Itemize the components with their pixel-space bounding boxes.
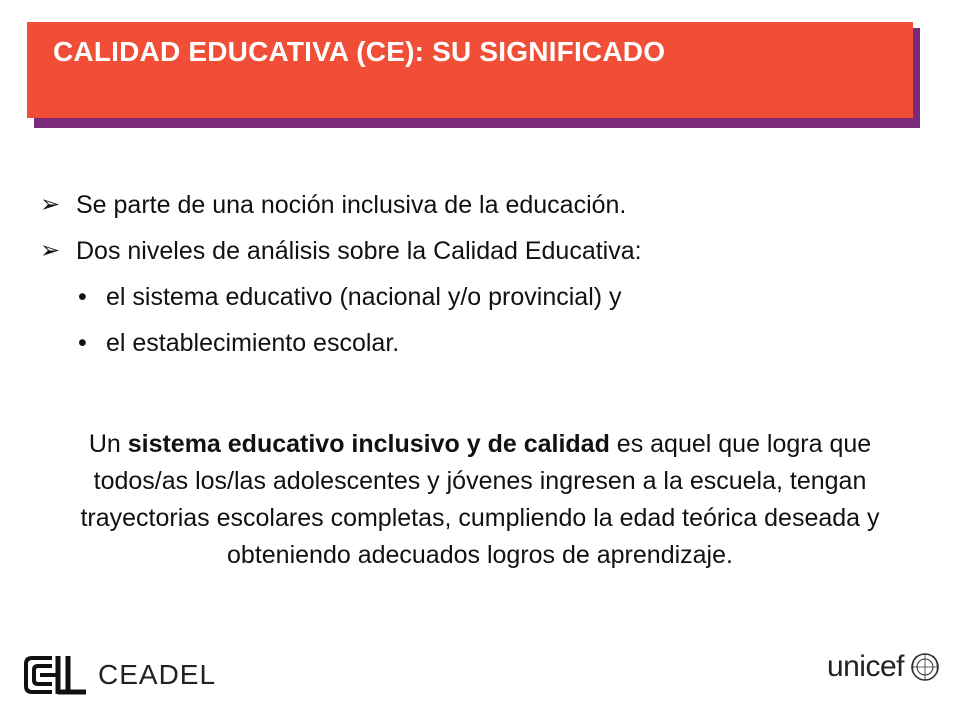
ceadel-mark-icon bbox=[22, 652, 90, 698]
dot-bullet-icon: • bbox=[78, 283, 87, 311]
bullet-text: Dos niveles de análisis sobre la Calidad Educativa: bbox=[76, 237, 642, 265]
ceadel-logo bbox=[22, 652, 216, 698]
paragraph-lead: Un bbox=[88, 430, 128, 458]
slide-title: CALIDAD EDUCATIVA (CE): SU SIGNIFICADO bbox=[53, 36, 666, 67]
ceadel-wordmark: CEADEL bbox=[98, 659, 217, 690]
dot-bullet-icon: • bbox=[78, 329, 87, 357]
unicef-wordmark: unicef bbox=[826, 650, 904, 683]
sub-bullet-item bbox=[40, 282, 920, 328]
bullet-item bbox=[40, 236, 920, 282]
unicef-logo bbox=[827, 650, 942, 684]
bullet-item bbox=[40, 190, 920, 236]
arrow-bullet-icon: ➢ bbox=[40, 191, 61, 218]
paragraph-rest: es aquel que logra que todos/as los/las adolescentes y jóvenes ingresen a la escuela, tengan trayectorias escolares completas, cumpliendo la edad teórica deseada y obteniendo adecuados logros de aprendizaje. bbox=[80, 430, 880, 569]
sub-bullet-text: el sistema educativo (nacional y/o provincial) y bbox=[106, 283, 622, 311]
sub-bullet-text: el establecimiento escolar. bbox=[106, 329, 400, 357]
bullet-text: Se parte de una noción inclusiva de la educación. bbox=[76, 191, 627, 219]
title-bar bbox=[27, 22, 913, 118]
sub-bullet-item bbox=[40, 328, 920, 374]
bullet-list bbox=[40, 190, 920, 374]
definition-paragraph bbox=[40, 426, 920, 574]
arrow-bullet-icon: ➢ bbox=[40, 237, 61, 264]
paragraph-emphasis: sistema educativo inclusivo y de calidad bbox=[127, 430, 610, 458]
un-emblem-icon bbox=[908, 650, 942, 684]
